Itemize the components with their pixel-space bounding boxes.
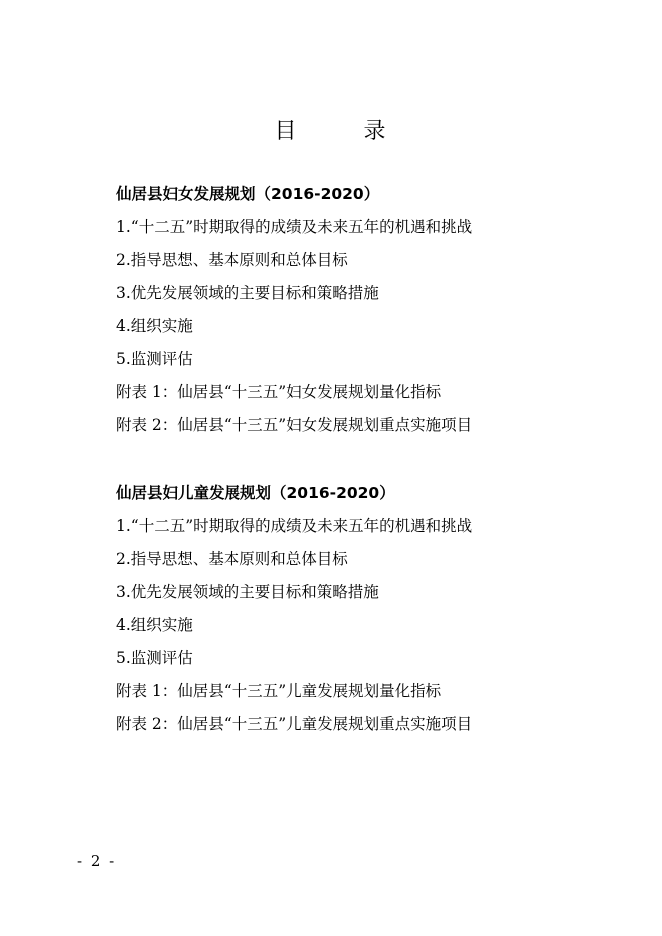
toc-section-children bbox=[116, 477, 636, 741]
toc-section-women bbox=[116, 178, 636, 442]
toc-item: 1.“十二五”时期取得的成绩及未来五年的机遇和挑战 bbox=[116, 517, 473, 535]
toc-item: 附表 2：仙居县“十三五”妇女发展规划重点实施项目 bbox=[116, 416, 473, 434]
toc-item: 附表 1：仙居县“十三五”儿童发展规划量化指标 bbox=[116, 682, 442, 700]
toc-item: 1.“十二五”时期取得的成绩及未来五年的机遇和挑战 bbox=[116, 218, 473, 236]
toc-item: 附表 2：仙居县“十三五”儿童发展规划重点实施项目 bbox=[116, 715, 473, 733]
toc-item: 2.指导思想、基本原则和总体目标 bbox=[116, 550, 348, 568]
section-heading: 仙居县妇女发展规划（2016-2020） bbox=[116, 185, 380, 203]
toc-item: 2.指导思想、基本原则和总体目标 bbox=[116, 251, 348, 269]
toc-item: 5.监测评估 bbox=[116, 649, 193, 667]
toc-item: 3.优先发展领域的主要目标和策略措施 bbox=[116, 583, 379, 601]
toc-item: 5.监测评估 bbox=[116, 350, 193, 368]
page-number: - 2 - bbox=[77, 852, 117, 870]
toc-item: 4.组织实施 bbox=[116, 616, 193, 634]
toc-item: 附表 1：仙居县“十三五”妇女发展规划量化指标 bbox=[116, 383, 442, 401]
toc-item: 4.组织实施 bbox=[116, 317, 193, 335]
toc-title: 目 录 bbox=[274, 119, 416, 144]
toc-item: 3.优先发展领域的主要目标和策略措施 bbox=[116, 284, 379, 302]
section-heading: 仙居县妇儿童发展规划（2016-2020） bbox=[116, 484, 395, 502]
